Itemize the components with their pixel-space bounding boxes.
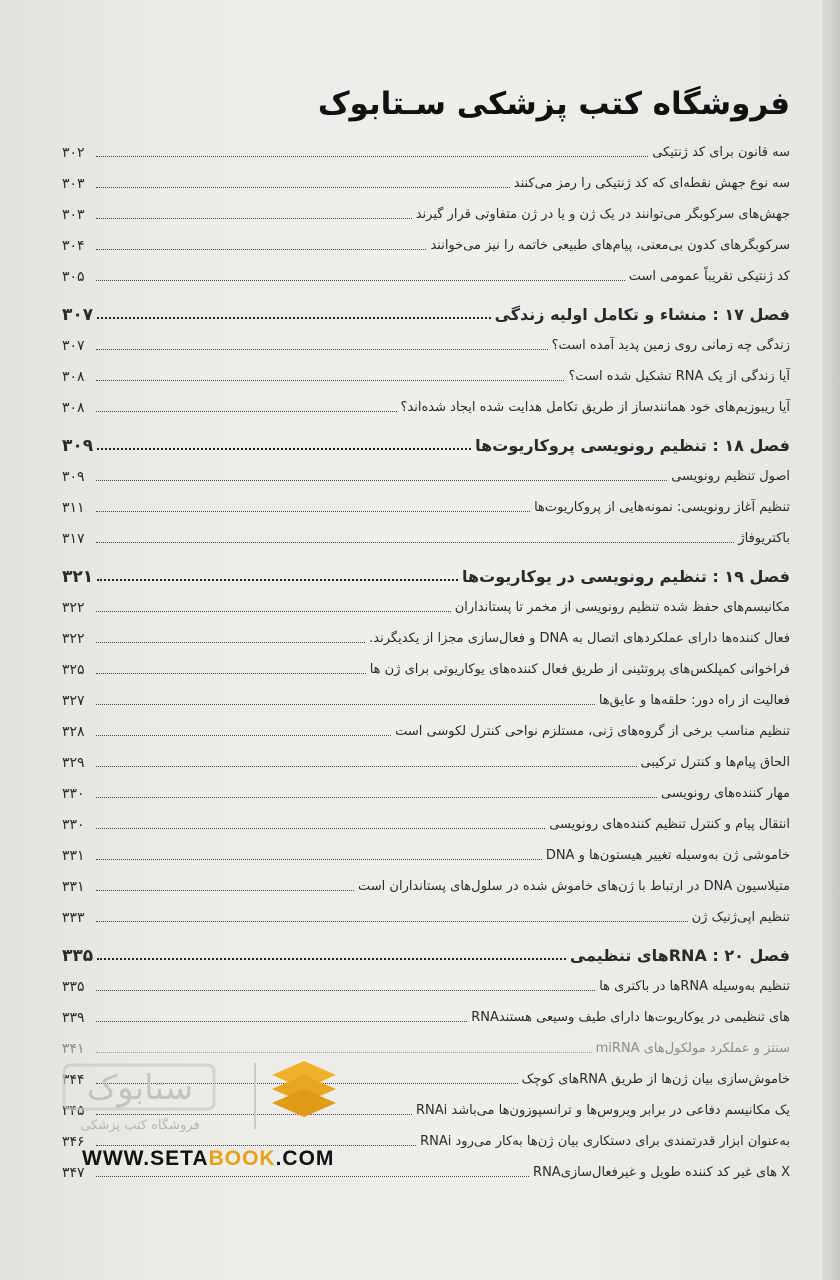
entry-title: سرکوبگرهای کدون بی‌معنی، پیام‌های طبیعی خاتمه را نیز می‌خوانند — [430, 238, 790, 253]
entry-title: RNAهای تنظیمی در یوکاریوت‌ها دارای طیف وسیعی هستند — [471, 1010, 790, 1025]
dot-leader — [96, 673, 366, 674]
dot-leader — [96, 249, 426, 250]
page-number: ۳۲۸ — [62, 724, 85, 740]
entry-title: سنتز و عملکرد مولکول‌های miRNA — [595, 1041, 790, 1056]
watermark-subtitle: فروشگاه کتب پزشکی — [80, 1118, 200, 1133]
page-number: ۳۴۶ — [62, 1134, 85, 1150]
page-number: ۳۱۱ — [62, 500, 85, 516]
dot-leader — [96, 611, 451, 612]
page-number: ۳۲۲ — [62, 600, 85, 616]
toc-chapter-row — [62, 557, 790, 591]
entry-title: فراخوانی کمپلکس‌های پروتئینی از طریق فعال کننده‌های یوکاریوتی برای ژن ها — [369, 662, 790, 677]
entry-title: انتقال پیام و کنترل تنظیم کننده‌های رونویسی — [549, 817, 790, 832]
entry-title: تنظیم به‌وسیله RNAها در باکتری ها — [599, 979, 790, 994]
dot-leader — [96, 921, 688, 922]
entry-title: فعالیت از راه دور: حلقه‌ها و عایق‌ها — [598, 693, 790, 708]
toc-chapter-row — [62, 295, 790, 329]
entry-title: خاموش‌سازی بیان ژن‌ها از طریق RNAهای کوچک — [521, 1072, 790, 1087]
page-number: ۳۲۷ — [62, 693, 85, 709]
entry-title: کد ژنتیکی تقریباً عمومی است — [628, 269, 790, 284]
toc-entry-row — [62, 360, 790, 391]
page-number: ۳۰۴ — [62, 238, 85, 254]
page-number: ۳۰۹ — [62, 469, 85, 485]
dot-leader — [96, 280, 625, 281]
entry-title: مهار کننده‌های رونویسی — [660, 786, 790, 801]
dot-leader — [96, 480, 667, 481]
page-number: ۳۳۰ — [62, 786, 85, 802]
dot-leader — [96, 704, 595, 705]
chapter-title: فصل ۱۷ : منشاء و تکامل اولیه زندگی — [494, 305, 790, 324]
page-number: ۳۳۹ — [62, 1010, 85, 1026]
entry-title: متیلاسیون DNA در ارتباط با ژن‌های خاموش شده در سلول‌های پستانداران است — [358, 879, 790, 894]
setabook-watermark — [60, 1055, 360, 1170]
entry-title: RNAi به‌عنوان ابزار قدرتمندی برای دستکاری بیان ژن‌ها به‌کار می‌رود — [420, 1134, 790, 1149]
toc-entry-row — [62, 329, 790, 360]
toc-entry-row — [62, 260, 790, 291]
toc-entry-row — [62, 684, 790, 715]
entry-title: تنظیم آغاز رونویسی: نمونه‌هایی از پروکاریوت‌ها — [534, 500, 790, 515]
table-of-contents — [62, 136, 790, 1187]
toc-entry-row — [62, 808, 790, 839]
page-number: ۳۰۹ — [62, 436, 94, 456]
dot-leader — [97, 958, 566, 960]
entry-title: جهش‌های سرکوبگر می‌توانند در یک ژن و یا در ژن متفاوتی قرار گیرند — [415, 207, 790, 222]
chapter-title: فصل ۲۰ : RNAهای تنظیمی — [569, 946, 790, 965]
dot-leader — [96, 1021, 467, 1022]
toc-entry-row — [62, 715, 790, 746]
page-number: ۳۰۲ — [62, 145, 85, 161]
toc-entry-row — [62, 653, 790, 684]
page-number: ۳۴۱ — [62, 1041, 85, 1057]
entry-title: آیا زندگی از یک RNA تشکیل شده است؟ — [568, 369, 790, 384]
setabook-logo-icon — [60, 1055, 360, 1135]
entry-title: فعال کننده‌ها دارای عملکردهای اتصال به DNA و فعال‌سازی مجزا از یکدیگرند. — [369, 631, 790, 646]
toc-entry-row — [62, 839, 790, 870]
toc-entry-row — [62, 622, 790, 653]
toc-entry-row — [62, 970, 790, 1001]
toc-chapter-row — [62, 936, 790, 970]
dot-leader — [96, 542, 734, 543]
entry-title: باکتریوفاژ — [738, 531, 790, 546]
page-number: ۳۴۵ — [62, 1103, 85, 1119]
chapter-title: فصل ۱۸ : تنظیم رونویسی پروکاریوت‌ها — [475, 436, 790, 455]
page-number: ۳۳۵ — [62, 946, 94, 966]
dot-leader — [97, 317, 490, 319]
page-number: ۳۳۵ — [62, 979, 85, 995]
dot-leader — [96, 828, 545, 829]
toc-entry-row — [62, 167, 790, 198]
dot-leader — [96, 411, 397, 412]
entry-title: زندگی چه زمانی روی زمین پدید آمده است؟ — [551, 338, 790, 353]
dot-leader — [96, 890, 354, 891]
book-spine-shadow — [822, 0, 840, 1280]
entry-title: آیا ریبوزیم‌های خود همانندساز از طریق تکامل هدایت شده ایجاد شده‌اند؟ — [400, 400, 790, 415]
page-number: ۳۲۹ — [62, 755, 85, 771]
watermark-logo-text: ستابوک — [86, 1068, 194, 1108]
dot-leader — [96, 766, 637, 767]
toc-entry-row — [62, 522, 790, 553]
page-number: ۳۰۷ — [62, 305, 94, 325]
page-number: ۳۰۳ — [62, 207, 85, 223]
toc-entry-row — [62, 901, 790, 932]
dot-leader — [97, 448, 471, 450]
entry-title: خاموشی ژن به‌وسیله تغییر هیستون‌ها و DNA — [545, 848, 790, 863]
toc-entry-row — [62, 391, 790, 422]
entry-title: مکانیسم‌های حفظ شده تنظیم رونویسی از مخمر تا پستانداران — [454, 600, 790, 615]
entry-title: سه قانون برای کد ژنتیکی — [652, 145, 790, 160]
toc-entry-row — [62, 136, 790, 167]
page-number: ۳۰۸ — [62, 369, 85, 385]
dot-leader — [96, 642, 365, 643]
toc-entry-row — [62, 1001, 790, 1032]
page-number: ۳۰۳ — [62, 176, 85, 192]
page-number: ۳۳۰ — [62, 817, 85, 833]
dot-leader — [96, 156, 648, 157]
store-title: فروشگاه کتب پزشکی سـتابوک — [317, 86, 790, 122]
watermark-url: WWW.SETABOOK.COM — [82, 1147, 335, 1170]
toc-entry-row — [62, 591, 790, 622]
dot-leader — [96, 859, 542, 860]
dot-leader — [97, 579, 458, 581]
page-number: ۳۴۷ — [62, 1165, 85, 1181]
dot-leader — [96, 797, 657, 798]
toc-entry-row — [62, 198, 790, 229]
toc-entry-row — [62, 777, 790, 808]
dot-leader — [96, 187, 510, 188]
toc-entry-row — [62, 870, 790, 901]
dot-leader — [96, 990, 595, 991]
toc-entry-row — [62, 491, 790, 522]
dot-leader — [96, 1052, 592, 1053]
page-number: ۳۴۴ — [62, 1072, 85, 1088]
toc-entry-row — [62, 229, 790, 260]
page-number: ۳۳۱ — [62, 879, 85, 895]
dot-leader — [96, 735, 391, 736]
page-number: ۳۲۲ — [62, 631, 85, 647]
page-number: ۳۲۵ — [62, 662, 85, 678]
dot-leader — [96, 1176, 529, 1177]
dot-leader — [96, 218, 412, 219]
entry-title: RNAi یک مکانیسم دفاعی در برابر ویروس‌ها و ترانسپوزون‌ها می‌باشد — [415, 1103, 790, 1118]
dot-leader — [96, 349, 548, 350]
entry-title: تنظیم مناسب برخی از گروه‌های ژنی، مستلزم نواحی کنترل لکوسی است — [395, 724, 790, 739]
entry-title: سه نوع جهش نقطه‌ای که کد ژنتیکی را رمز می‌کنند — [513, 176, 790, 191]
toc-entry-row — [62, 746, 790, 777]
dot-leader — [96, 511, 530, 512]
page-number: ۳۳۳ — [62, 910, 85, 926]
entry-title: اصول تنظیم رونویسی — [671, 469, 790, 484]
entry-title: RNAهای غیر کد کننده طویل و غیرفعال‌سازی X — [533, 1165, 790, 1180]
page-number: ۳۰۵ — [62, 269, 85, 285]
chapter-title: فصل ۱۹ : تنظیم رونویسی در یوکاریوت‌ها — [462, 567, 790, 586]
page-number: ۳۲۱ — [62, 567, 94, 587]
page-number: ۳۳۱ — [62, 848, 85, 864]
toc-entry-row — [62, 460, 790, 491]
page-number: ۳۱۷ — [62, 531, 85, 547]
entry-title: تنظیم اپی‌ژنیک ژن — [691, 910, 790, 925]
page-number: ۳۰۸ — [62, 400, 85, 416]
entry-title: الحاق پیام‌ها و کنترل ترکیبی — [640, 755, 790, 770]
page-number: ۳۰۷ — [62, 338, 85, 354]
dot-leader — [96, 380, 564, 381]
toc-chapter-row — [62, 426, 790, 460]
